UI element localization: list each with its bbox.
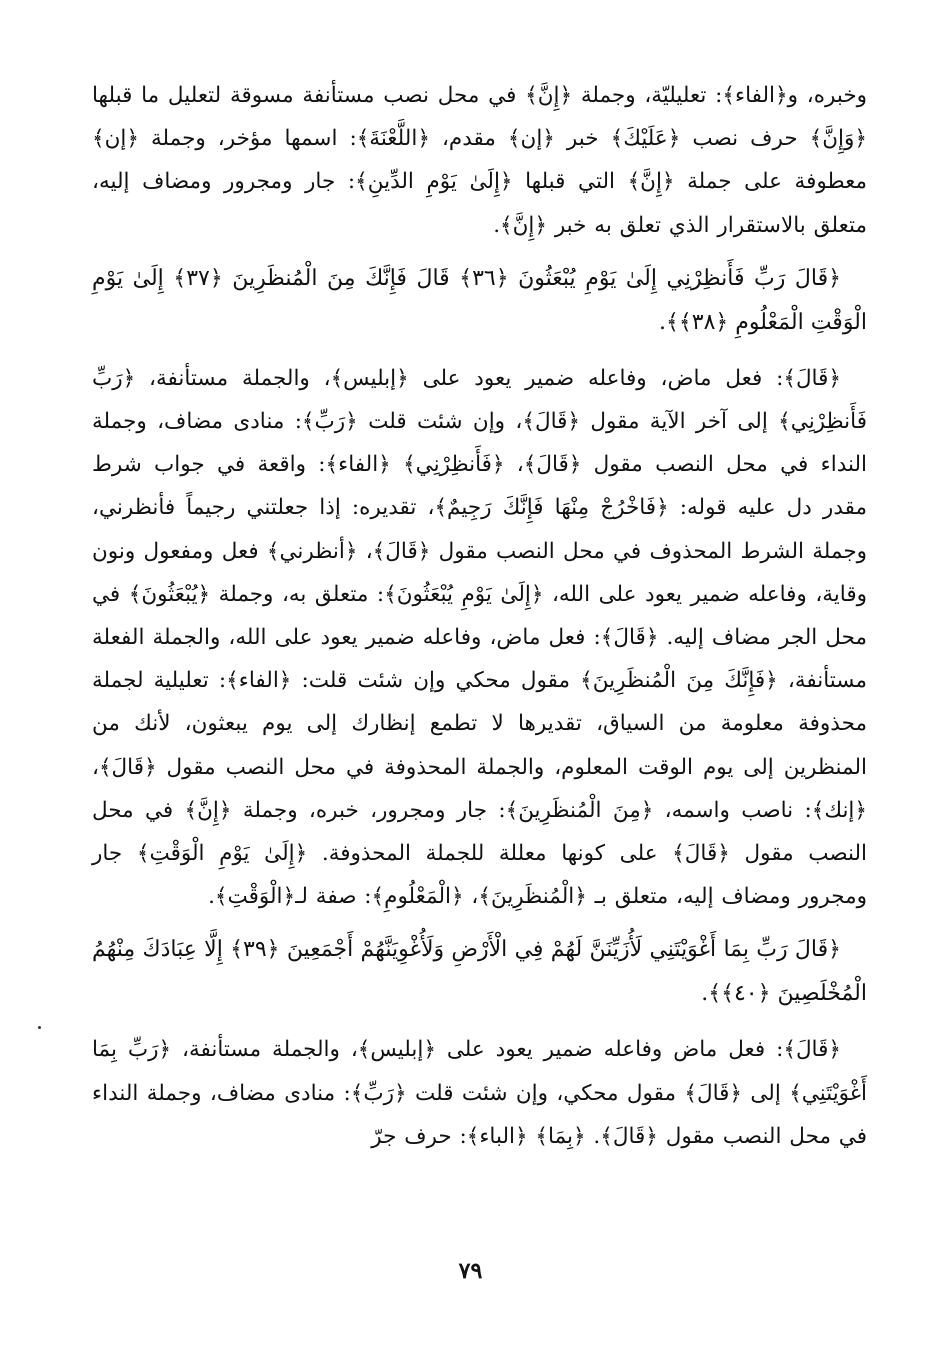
page-number: ٧٩ — [458, 1258, 483, 1284]
paragraph-grammar-analysis-2: ﴿قَالَ﴾: فعل ماض وفاعله ضمير يعود على ﴿إبليس﴾، والجملة مستأنفة، ﴿رَبِّ بِمَا أَغْوَيْتَنِي﴾ إلى ﴿قَالَ﴾ مقول محكي، وإن شئت قلت ﴿رَبِّ﴾: منادى مضاف، وجملة النداء في محل النصب مقول ﴿قَالَ﴾. ﴿بِمَا﴾ ﴿الباء﴾: حرف جرّ — [92, 1037, 867, 1149]
quran-verse-39-40: ﴿قَالَ رَبِّ بِمَا أَغْوَيْتَنِي لَأُزَيِّنَنَّ لَهُمْ فِي الْأَرْضِ وَلَأُغْوِيَنَّهُمْ أَجْمَعِينَ ﴿٣٩﴾ إِلَّا عِبَادَكَ مِنْهُمُ الْمُخْلَصِينَ ﴿٤٠﴾﴾. — [92, 937, 867, 1007]
paragraph-intro: وخبره، و﴿الفاء﴾: تعليليّة، وجملة ﴿إِنَّ﴾ في محل نصب مستأنفة مسوقة لتعليل ما قبلها ﴿وَإِنَّ﴾ حرف نصب ﴿عَلَيْكَ﴾ خبر ﴿إن﴾ مقدم، ﴿اللَّعْنَةَ﴾: اسمها مؤخر، وجملة ﴿إن﴾ معطوفة على جملة ﴿إِنَّ﴾ التي قبلها ﴿إِلَىٰ يَوْمِ الدِّينِ﴾: جار ومجرور ومضاف إليه، متعلق بالاستقرار الذي تعلق به خبر ﴿إِنَّ﴾. — [92, 83, 867, 238]
paragraph-grammar-analysis-1: ﴿قَالَ﴾: فعل ماض، وفاعله ضمير يعود على ﴿إبليس﴾، والجملة مستأنفة، ﴿رَبِّ فَأَنظِرْنِي﴾ إلى آخر الآية مقول ﴿قَالَ﴾، وإن شئت قلت ﴿رَبِّ﴾: منادى مضاف، وجملة النداء في محل النصب مقول ﴿قَالَ﴾، ﴿فَأَنظِرْنِي﴾ ﴿الفاء﴾: واقعة في جواب شرط مقدر دل عليه قوله: ﴿فَاخْرُجْ مِنْهَا فَإِنَّكَ رَجِيمٌ﴾، تقديره: إذا جعلتني رجيماً فأنظرني، وجملة الشرط المحذوف في محل النصب مقول ﴿قَالَ﴾، ﴿أنظرني﴾ فعل ومفعول ونون وقاية، وفاعله ضمير يعود على الله، ﴿إِلَىٰ يَوْمِ يُبْعَثُونَ﴾: متعلق به، وجملة ﴿يُبْعَثُونَ﴾ في محل الجر مضاف إليه. ﴿قَالَ﴾: فعل ماض، وفاعله ضمير يعود على الله، والجملة الفعلة مستأنفة، ﴿فَإِنَّكَ مِنَ الْمُنظَرِينَ﴾ مقول محكي وإن شئت قلت: ﴿الفاء﴾: تعليلية لجملة محذوفة معلومة من السياق، تقديرها لا تطمع إنظارك إلى يوم يبعثون، لأنك من المنظرين إلى يوم الوقت المعلوم، والجملة المحذوفة في محل النصب مقول ﴿قَالَ﴾، ﴿إنك﴾: ناصب واسمه، ﴿مِنَ الْمُنظَرِينَ﴾: جار ومجرور، خبره، وجملة ﴿إِنَّ﴾ في محل النصب مقول ﴿قَالَ﴾ على كونها معللة للجملة المحذوفة. ﴿إِلَىٰ يَوْمِ الْوَقْتِ﴾ جار ومجرور ومضاف إليه، متعلق بـ ﴿الْمُنظَرِينَ﴾، ﴿الْمَعْلُومِ﴾: صفة لـ﴿الْوَقْتِ﴾. — [92, 365, 867, 910]
margin-mark — [38, 1026, 41, 1029]
quran-verse-36-38: ﴿قَالَ رَبِّ فَأَنظِرْنِي إِلَىٰ يَوْمِ يُبْعَثُونَ ﴿٣٦﴾ قَالَ فَإِنَّكَ مِنَ الْمُنظَرِينَ ﴿٣٧﴾ إِلَىٰ يَوْمِ الْوَقْتِ الْمَعْلُومِ ﴿٣٨﴾﴾. — [92, 265, 867, 335]
page-body — [92, 74, 867, 1168]
